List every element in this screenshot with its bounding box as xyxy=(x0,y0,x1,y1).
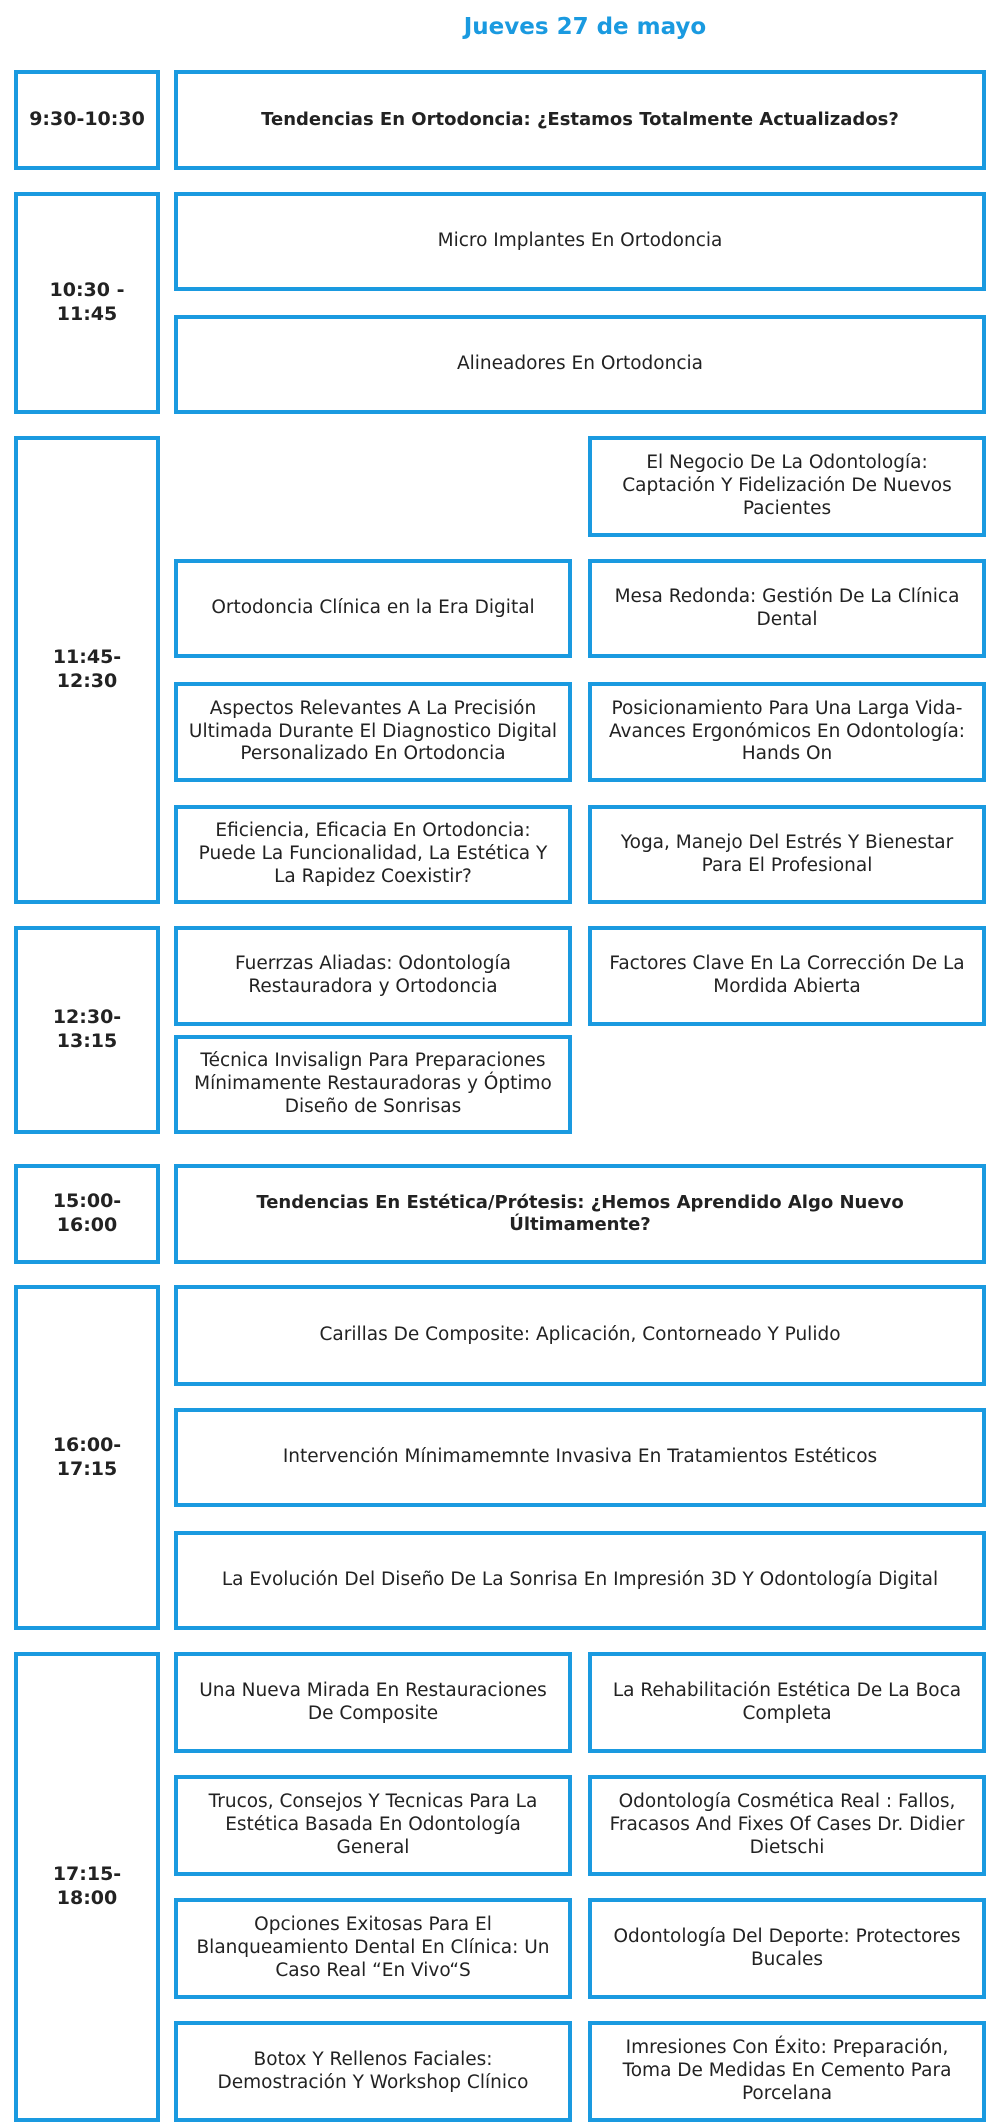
time-slot: 11:45-12:30 xyxy=(14,436,160,904)
session-box: El Negocio De La Odontología: Captación Y Fidelización De Nuevos Pacientes xyxy=(588,436,986,537)
session-box: Imresiones Con Éxito: Preparación, Toma De Medidas En Cemento Para Porcelana xyxy=(588,2021,986,2122)
session-box: Alineadores En Ortodoncia xyxy=(174,315,986,414)
session-box: Ortodoncia Clínica en la Era Digital xyxy=(174,559,572,658)
session-box: Intervención Mínimamemnte Invasiva En Tratamientos Estéticos xyxy=(174,1408,986,1507)
time-slot: 10:30 - 11:45 xyxy=(14,192,160,414)
session-box: Yoga, Manejo Del Estrés Y Bienestar Para El Profesional xyxy=(588,805,986,904)
session-box: Micro Implantes En Ortodoncia xyxy=(174,192,986,291)
session-box: Aspectos Relevantes A La Precisión Ultimada Durante El Diagnostico Digital Personalizado En Ortodoncia xyxy=(174,682,572,782)
session-box: Botox Y Rellenos Faciales: Demostración Y Workshop Clínico xyxy=(174,2021,572,2122)
session-box: La Rehabilitación Estética De La Boca Completa xyxy=(588,1652,986,1753)
session-box: Fuerrzas Aliadas: Odontología Restauradora y Ortodoncia xyxy=(174,926,572,1026)
session-box: Posicionamiento Para Una Larga Vida- Avances Ergonómicos En Odontología: Hands On xyxy=(588,682,986,782)
session-box: Factores Clave En La Corrección De La Mordida Abierta xyxy=(588,926,986,1026)
page-title: Jueves 27 de mayo xyxy=(463,14,707,40)
session-box: Odontología Del Deporte: Protectores Bucales xyxy=(588,1898,986,1999)
time-slot: 16:00-17:15 xyxy=(14,1285,160,1630)
time-slot: 15:00-16:00 xyxy=(14,1164,160,1264)
session-box: Carillas De Composite: Aplicación, Contorneado Y Pulido xyxy=(174,1285,986,1386)
session-box: La Evolución Del Diseño De La Sonrisa En Impresión 3D Y Odontología Digital xyxy=(174,1531,986,1630)
time-slot: 17:15-18:00 xyxy=(14,1652,160,2122)
time-slot: 9:30-10:30 xyxy=(14,70,160,170)
session-box: Trucos, Consejos Y Tecnicas Para La Estética Basada En Odontología General xyxy=(174,1775,572,1876)
session-box: Tendencias En Estética/Prótesis: ¿Hemos Aprendido Algo Nuevo Últimamente? xyxy=(174,1164,986,1264)
session-box: Técnica Invisalign Para Preparaciones Mínimamente Restauradoras y Óptimo Diseño de Sonrisas xyxy=(174,1035,572,1134)
session-box: Eficiencia, Eficacia En Ortodoncia: Puede La Funcionalidad, La Estética Y La Rapidez Coexistir? xyxy=(174,805,572,904)
time-slot: 12:30-13:15 xyxy=(14,926,160,1134)
session-box: Opciones Exitosas Para El Blanqueamiento Dental En Clínica: Un Caso Real “En Vivo“S xyxy=(174,1898,572,1999)
session-box: Tendencias En Ortodoncia: ¿Estamos Totalmente Actualizados? xyxy=(174,70,986,170)
session-box: Una Nueva Mirada En Restauraciones De Composite xyxy=(174,1652,572,1753)
session-box: Mesa Redonda: Gestión De La Clínica Dental xyxy=(588,559,986,658)
session-box: Odontología Cosmética Real : Fallos, Fracasos And Fixes Of Cases Dr. Didier Dietschi xyxy=(588,1775,986,1876)
